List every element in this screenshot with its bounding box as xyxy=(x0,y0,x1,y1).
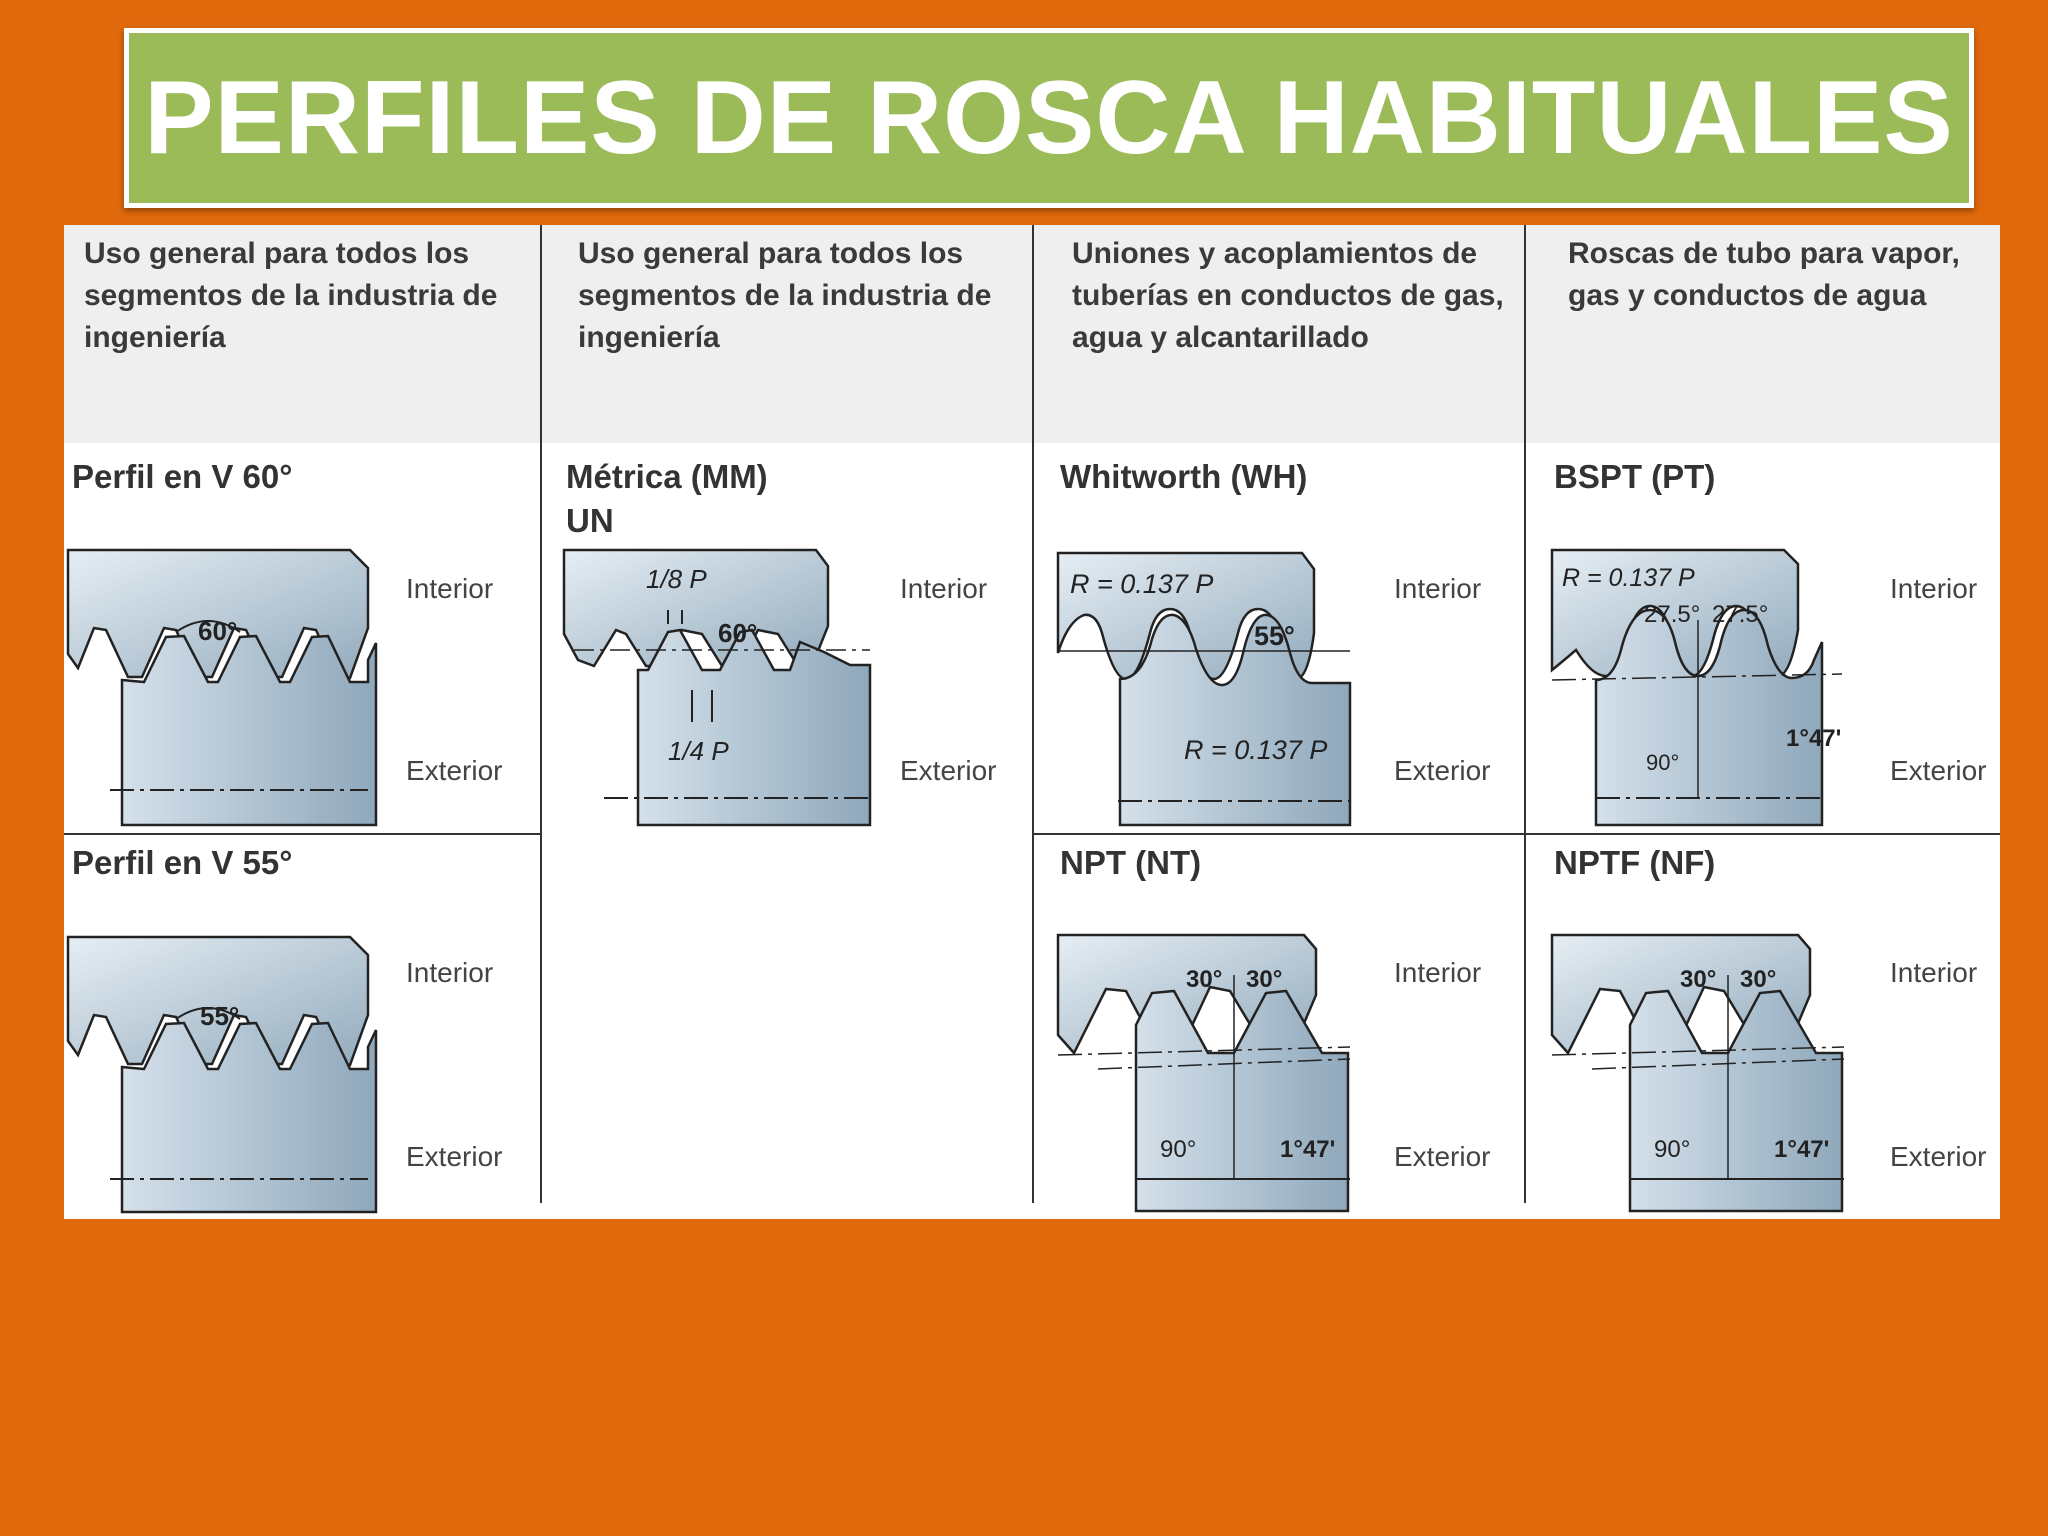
bspt-taper-label: 1°47' xyxy=(1786,725,1842,752)
exterior-label: Exterior xyxy=(406,1141,503,1172)
interior-label: Interior xyxy=(1890,573,1978,604)
metric-bottom-flat-label: 1/4 P xyxy=(668,736,729,766)
thread-profile-table xyxy=(64,225,2000,1219)
metric-angle-label: 60° xyxy=(718,618,758,648)
whitworth-angle-label: 55° xyxy=(1254,621,1295,651)
exterior-label: Exterior xyxy=(1394,755,1491,786)
interior-label: Interior xyxy=(1394,957,1482,988)
nptf-right-angle-label: 90° xyxy=(1654,1136,1691,1163)
interior-label: Interior xyxy=(1890,957,1978,988)
exterior-label: Exterior xyxy=(1890,1141,1987,1172)
metric-top-flat-label: 1/8 P xyxy=(646,564,707,594)
npt-taper-label: 1°47' xyxy=(1280,1136,1336,1163)
profile-title-whitworth: Whitworth (WH) xyxy=(1060,458,1308,495)
metric-thread-diagram xyxy=(564,550,904,825)
npt-right-angle-label: 90° xyxy=(1160,1136,1197,1163)
profile-title-nptf: NPTF (NF) xyxy=(1554,844,1716,881)
nptf-angle-left-label: 30° xyxy=(1680,966,1717,993)
usage-text-col3: Uniones y acoplamientos de tuberías en conductos de gas, agua y alcantarillado xyxy=(1072,237,1504,354)
whitworth-radius-bottom-label: R = 0.137 P xyxy=(1184,735,1328,765)
usage-text-col2: Uso general para todos los segmentos de la industria de ingeniería xyxy=(578,237,992,354)
profile-title-metric: Métrica (MM) xyxy=(566,458,768,495)
title-banner xyxy=(124,28,1974,208)
exterior-label: Exterior xyxy=(1394,1141,1491,1172)
bspt-angle-right-label: 27.5° xyxy=(1712,601,1769,628)
page-title: PERFILES DE ROSCA HABITUALES xyxy=(144,59,1954,176)
profile-title-v60: Perfil en V 60° xyxy=(72,458,293,495)
usage-text-col4: Roscas de tubo para vapor, gas y conductos de agua xyxy=(1568,237,1960,312)
nptf-thread-diagram xyxy=(1552,935,1882,1211)
profile-title-npt: NPT (NT) xyxy=(1060,844,1202,881)
bspt-thread-diagram xyxy=(1552,550,1882,825)
exterior-label: Exterior xyxy=(406,755,503,786)
v55-angle-label: 55° xyxy=(200,1001,240,1031)
usage-text-col1: Uso general para todos los segmentos de la industria de ingeniería xyxy=(84,237,498,354)
exterior-label: Exterior xyxy=(900,755,997,786)
bspt-angle-left-label: 27.5° xyxy=(1644,601,1701,628)
bspt-right-angle-label: 90° xyxy=(1646,750,1680,775)
row-divider xyxy=(64,833,542,835)
v60-angle-label: 60° xyxy=(198,616,238,646)
column-divider xyxy=(540,225,542,1203)
profile-title-un: UN xyxy=(566,502,614,539)
column-divider xyxy=(1524,225,1526,1203)
npt-angle-left-label: 30° xyxy=(1186,966,1223,993)
interior-label: Interior xyxy=(900,573,988,604)
interior-label: Interior xyxy=(406,957,494,988)
v60-thread-diagram xyxy=(68,550,398,825)
profile-title-v55: Perfil en V 55° xyxy=(72,844,293,881)
npt-thread-diagram xyxy=(1058,935,1388,1211)
interior-label: Interior xyxy=(1394,573,1482,604)
nptf-angle-right-label: 30° xyxy=(1740,966,1777,993)
bspt-radius-label: R = 0.137 P xyxy=(1562,564,1695,592)
v55-thread-diagram xyxy=(68,937,398,1212)
nptf-taper-label: 1°47' xyxy=(1774,1136,1830,1163)
profile-title-bspt: BSPT (PT) xyxy=(1554,458,1716,495)
exterior-label: Exterior xyxy=(1890,755,1987,786)
whitworth-radius-top-label: R = 0.137 P xyxy=(1070,569,1214,599)
row-divider xyxy=(1032,833,2000,835)
interior-label: Interior xyxy=(406,573,494,604)
whitworth-thread-diagram xyxy=(1058,553,1388,825)
column-divider xyxy=(1032,225,1034,1203)
npt-angle-right-label: 30° xyxy=(1246,966,1283,993)
